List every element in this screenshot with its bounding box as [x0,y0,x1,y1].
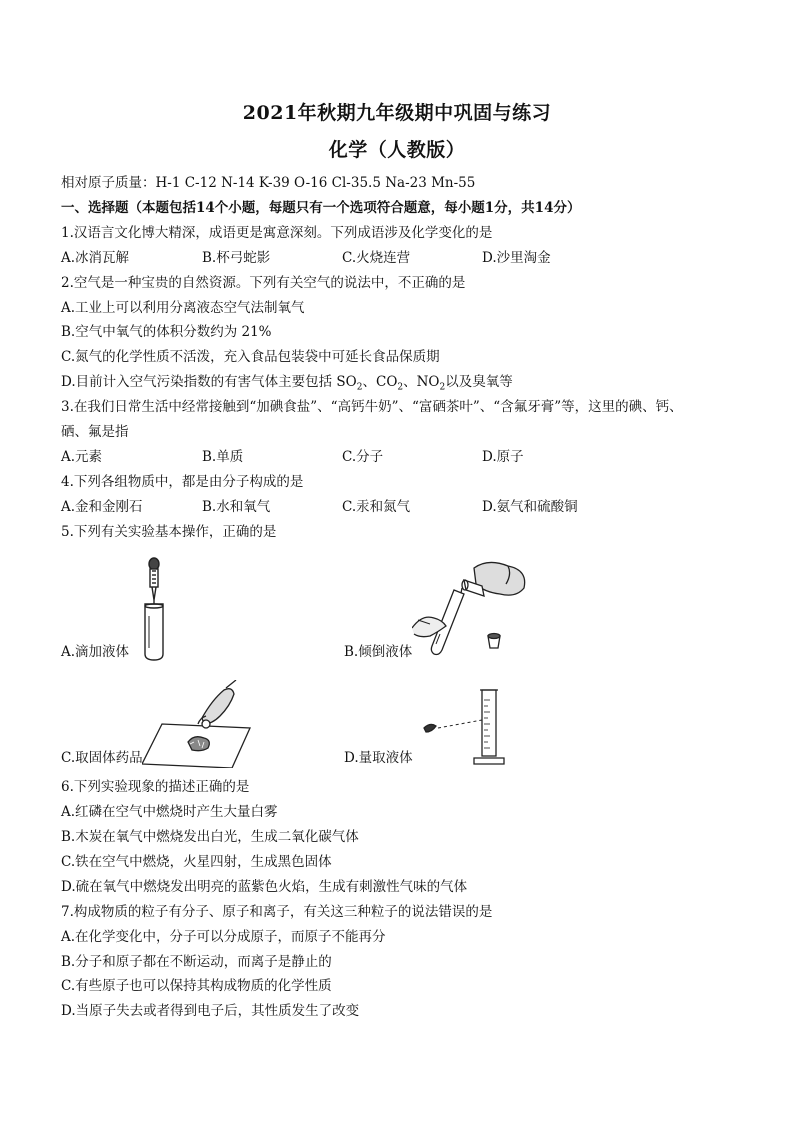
option-b: B.杯弓蛇影 [202,250,271,266]
question-2-option-a: A.工业上可以利用分离液态空气法制氧气 [61,300,305,316]
question-5-option-c: C.取固体药品 [61,750,143,766]
question-3-options [61,448,741,466]
question-3-stem-line2: 硒、氟是指 [61,424,129,440]
question-7-option-b: B.分子和原子都在不断运动，而离子是静止的 [61,954,332,970]
question-5-option-a: A.滴加液体 [61,644,130,660]
question-5-stem: 5.下列有关实验基本操作，正确的是 [61,524,277,540]
question-1-stem: 1.汉语言文化博大精深，成语更是寓意深刻。下列成语涉及化学变化的是 [61,225,493,241]
question-5-option-d: D.量取液体 [344,750,413,766]
option-d: D.沙里淘金 [482,250,551,266]
question-7-stem: 7.构成物质的粒子有分子、原子和离子，有关这三种粒子的说法错误的是 [61,904,493,920]
atomic-masses: 相对原子质量：H-1 C-12 N-14 K-39 O-16 Cl-35.5 Na-23 Mn-55 [61,175,476,191]
option-a: A.元素 [61,449,103,465]
solid-reagent-figure [142,680,252,768]
question-2-stem: 2.空气是一种宝贵的自然资源。下列有关空气的说法中，不正确的是 [61,275,466,291]
option-c: C.汞和氮气 [342,499,411,515]
section-heading: 一、选择题（本题包括14个小题，每题只有一个选项符合题意，每小题1分，共14分） [61,200,581,216]
page-title: 2021年秋期九年级期中巩固与练习 [242,102,552,124]
question-6-option-a: A.红磷在空气中燃烧时产生大量白雾 [61,804,278,820]
question-2-option-d: D.目前计入空气污染指数的有害气体主要包括 $SO_2$、$CO_2$、$NO_2$以及臭氧等 [61,374,513,393]
option-c: C.分子 [342,449,384,465]
question-6-option-d: D.硫在氧气中燃烧发出明亮的蓝紫色火焰，生成有刺激性气味的气体 [61,879,468,895]
page-subtitle: 化学（人教版） [328,139,466,161]
question-1-options [61,249,741,267]
option-b: B.水和氧气 [202,499,271,515]
question-6-stem: 6.下列实验现象的描述正确的是 [61,779,250,795]
question-4-options [61,498,741,516]
question-6-option-c: C.铁在空气中燃烧，火星四射，生成黑色固体 [61,854,332,870]
question-6-option-b: B.木炭在氧气中燃烧发出白光，生成二氧化碳气体 [61,829,359,845]
question-5-option-b: B.倾倒液体 [344,644,413,660]
option-d: D.氨气和硫酸铜 [482,499,578,515]
question-4-stem: 4.下列各组物质中，都是由分子构成的是 [61,474,304,490]
graduated-cylinder-figure [420,686,540,768]
question-7-option-d: D.当原子失去或者得到电子后，其性质发生了改变 [61,1003,360,1019]
question-7-option-c: C.有些原子也可以保持其构成物质的化学性质 [61,978,332,994]
question-3-stem-line1: 3.在我们日常生活中经常接触到“加碘食盐”、“高钙牛奶”、“富硒茶叶”、“含氟牙膏”等，这里的碘、钙、 [61,399,683,415]
pouring-liquid-figure [412,558,542,660]
option-d: D.原子 [482,449,524,465]
question-7-option-a: A.在化学变化中，分子可以分成原子，而原子不能再分 [61,929,386,945]
question-2-option-b: B.空气中氧气的体积分数约为 21% [61,324,272,340]
dropper-test-tube-figure [130,556,190,664]
option-b: B.单质 [202,449,244,465]
option-a: A.金和金刚石 [61,499,143,515]
option-a: A.冰消瓦解 [61,250,130,266]
question-2-option-c: C.氮气的化学性质不活泼，充入食品包装袋中可延长食品保质期 [61,349,440,365]
option-c: C.火烧连营 [342,250,411,266]
